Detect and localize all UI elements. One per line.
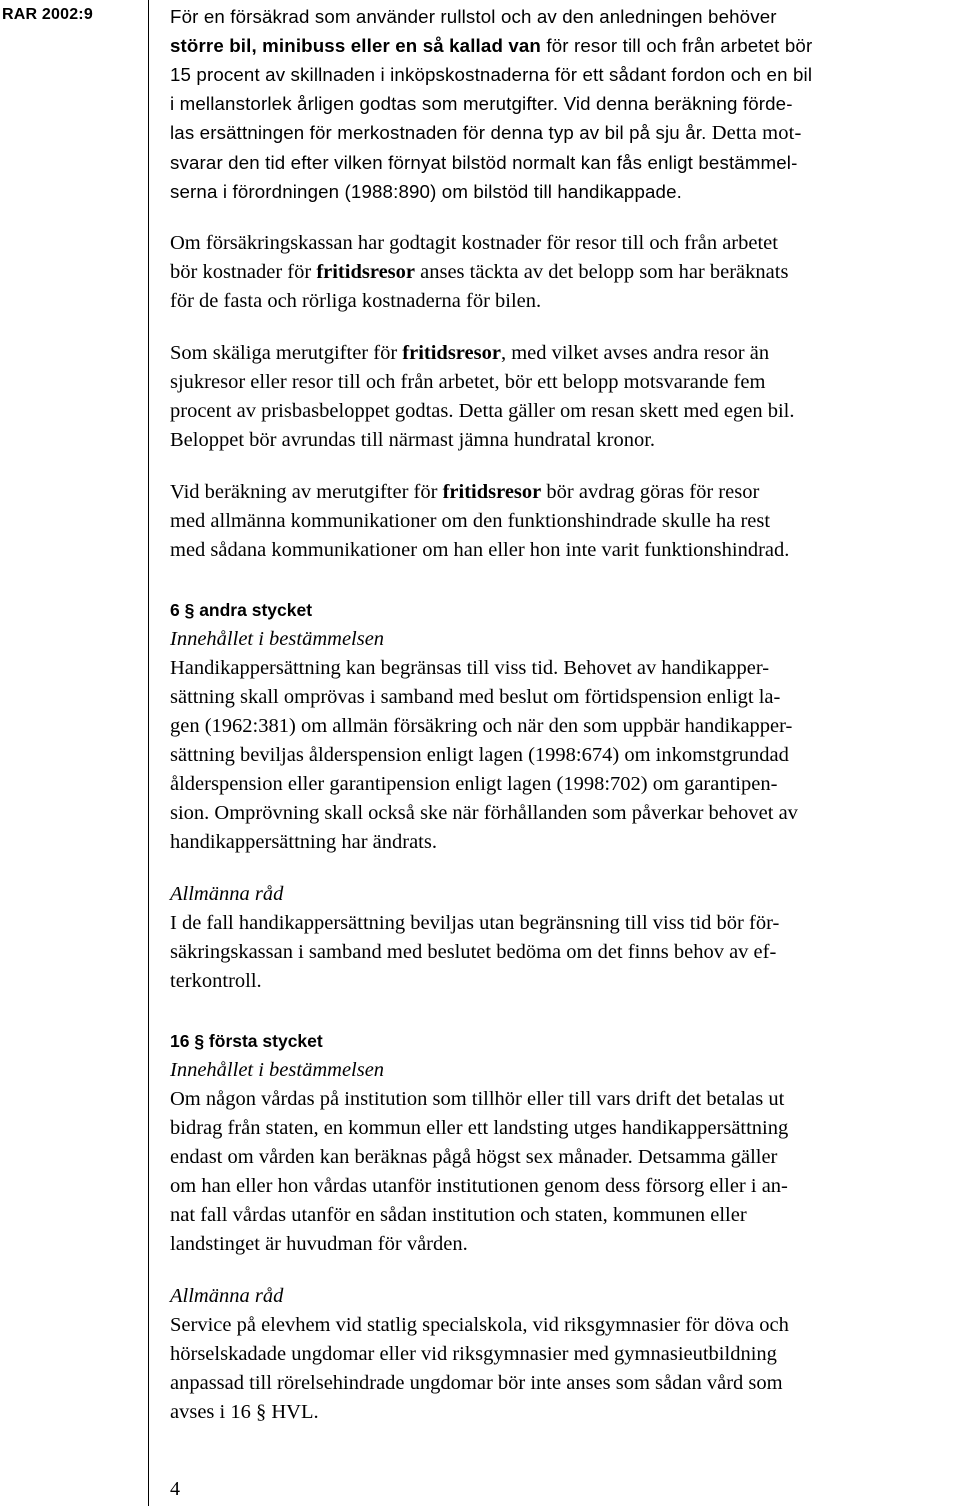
paragraph-wheelchair-vehicle bbox=[170, 2, 954, 206]
line bbox=[170, 118, 954, 148]
subheading-general-advice: Allmänna råd bbox=[170, 1285, 284, 1307]
line: Beloppet bör avrundas till närmast jämna hundratal kronor. bbox=[170, 429, 656, 451]
line: landstinget är huvudman för vården. bbox=[170, 1233, 468, 1255]
line: gen (1962:381) om allmän försäkring och när den som uppbär handikapper- bbox=[170, 715, 793, 737]
line: avses i 16 § HVL. bbox=[170, 1401, 319, 1423]
text: bör avdrag göras för resor bbox=[541, 481, 760, 503]
line: Om försäkringskassan har godtagit kostnader för resor till och från arbetet bbox=[170, 232, 778, 254]
line: Handikappersättning kan begränsas till viss tid. Behovet av handikapper- bbox=[170, 657, 770, 679]
line: sättning skall omprövas i samband med beslut om förtidspension enligt la- bbox=[170, 686, 781, 708]
bold-term: fritidsresor bbox=[402, 342, 501, 364]
line: säkringskassan i samband med beslutet bedöma om det finns behov av ef- bbox=[170, 941, 777, 963]
line: med sådana kommunikationer om han eller hon inte varit funktionshindrad. bbox=[170, 539, 790, 561]
page-number: 4 bbox=[170, 1478, 180, 1500]
subheading-provision-content: Innehållet i bestämmelsen bbox=[170, 628, 385, 650]
paragraph-leisure-travel bbox=[170, 339, 954, 455]
line: terkontroll. bbox=[170, 970, 262, 992]
text: anses täckta av det belopp som har beräknats bbox=[415, 261, 789, 283]
document-code: RAR 2002:9 bbox=[2, 6, 93, 23]
line: sjukresor eller resor till och från arbetet, bör ett belopp motsvarande fem bbox=[170, 371, 766, 393]
line: procent av prisbasbeloppet godtas. Detta gäller om resan skett med egen bil. bbox=[170, 400, 795, 422]
text: bör kostnader för bbox=[170, 261, 317, 283]
line: Om någon vårdas på institution som tillhör eller till vars drift det betalas ut bbox=[170, 1088, 785, 1110]
text: las ersättningen för merkostnaden för denna typ av bil på sju år. bbox=[170, 122, 707, 143]
text: Som skäliga merutgifter för bbox=[170, 342, 403, 364]
subheading-provision-content: Innehållet i bestämmelsen bbox=[170, 1059, 385, 1081]
line: sion. Omprövning skall också ske när förhållanden som påverkar behovet av bbox=[170, 802, 798, 824]
text: för resor till och från arbetet bör bbox=[541, 35, 813, 56]
paragraph-work-travel-costs bbox=[170, 229, 954, 316]
text: Detta mot- bbox=[706, 122, 802, 144]
line: handikappersättning har ändrats. bbox=[170, 831, 437, 853]
line: sättning beviljas ålderspension enligt lagen (1998:674) om inkomstgrundad bbox=[170, 744, 789, 766]
line bbox=[170, 478, 954, 507]
paragraph-deduction bbox=[170, 478, 954, 565]
text: Vid beräkning av merutgifter för bbox=[170, 481, 443, 503]
line: med allmänna kommunikationer om den funktionshindrade skulle ha rest bbox=[170, 510, 771, 532]
line: anpassad till rörelsehindrade ungdomar bör inte anses som sådan vård som bbox=[170, 1372, 783, 1394]
line bbox=[170, 31, 954, 60]
line: nat fall vårdas utanför en sådan institution och staten, kommunen eller bbox=[170, 1204, 747, 1226]
line: för de fasta och rörliga kostnaderna för bilen. bbox=[170, 290, 542, 312]
line: ålderspension eller garantipension enligt lagen (1998:702) om garantipen- bbox=[170, 773, 778, 795]
line bbox=[170, 339, 954, 368]
line: bidrag från staten, en kommun eller ett landsting utges handikappersättning bbox=[170, 1117, 789, 1139]
line bbox=[170, 258, 954, 287]
line: endast om vården kan beräknas pågå högst sex månader. Detsamma gäller bbox=[170, 1146, 778, 1168]
margin-rule bbox=[148, 0, 149, 1506]
paragraph-section-6 bbox=[170, 654, 954, 857]
section-heading-16: 16 § första stycket bbox=[170, 1031, 323, 1051]
line: i mellanstorlek årligen godtas som merutgifter. Vid denna beräkning förde- bbox=[170, 93, 793, 114]
subheading-general-advice: Allmänna råd bbox=[170, 883, 284, 905]
paragraph-general-advice-1 bbox=[170, 909, 954, 996]
line: svarar den tid efter vilken förnyat bilstöd normalt kan fås enligt bestämmel- bbox=[170, 152, 798, 173]
paragraph-general-advice-2 bbox=[170, 1311, 954, 1427]
line: 15 procent av skillnaden i inköpskostnaderna för ett sådant fordon och en bil bbox=[170, 64, 813, 85]
line: Service på elevhem vid statlig specialskola, vid riksgymnasier för döva och bbox=[170, 1314, 789, 1336]
paragraph-section-16 bbox=[170, 1085, 954, 1259]
bold-term: större bil, minibuss eller en så kallad van bbox=[170, 35, 542, 56]
line: om han eller hon vårdas utanför institutionen genom dess försorg eller i an- bbox=[170, 1175, 788, 1197]
text: , med vilket avses andra resor än bbox=[500, 342, 770, 364]
bold-term: fritidsresor bbox=[442, 481, 542, 503]
section-heading-6: 6 § andra stycket bbox=[170, 600, 313, 620]
line: I de fall handikappersättning beviljas utan begränsning till viss tid bör för- bbox=[170, 912, 780, 934]
document-body bbox=[170, 2, 954, 1427]
line: För en försäkrad som använder rullstol och av den anledningen behöver bbox=[170, 6, 777, 27]
line: serna i förordningen (1988:890) om bilstöd till handikappade. bbox=[170, 181, 682, 202]
line: hörselskadade ungdomar eller vid riksgymnasier med gymnasieutbildning bbox=[170, 1343, 777, 1365]
bold-term: fritidsresor bbox=[316, 261, 415, 283]
